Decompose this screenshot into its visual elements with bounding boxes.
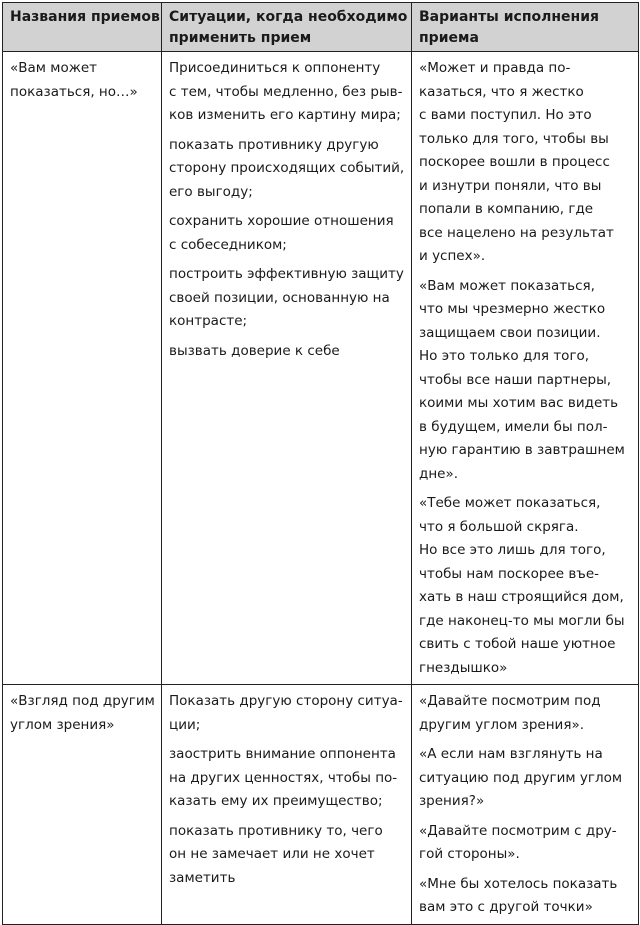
text-line: контрасте; xyxy=(169,313,248,329)
text-line: на других ценностях, чтобы по- xyxy=(169,769,398,786)
text-line: защищаем свои позиции. xyxy=(419,324,601,341)
text-line: Ситуации, когда необходимо xyxy=(169,9,408,25)
text-line: показать противнику другую xyxy=(169,136,379,153)
text-line: ную гарантию в завтрашнем xyxy=(419,442,625,458)
text-line: только для того, чтобы вы xyxy=(419,130,609,147)
text-line: Показать другую сторону ситуа- xyxy=(169,693,403,709)
text-line: показаться, но…» xyxy=(10,83,138,100)
text-line: вызвать доверие к себе xyxy=(169,342,340,359)
text-line: и изнутри поняли, что вы xyxy=(419,177,602,194)
text-line: с собеседником; xyxy=(169,236,287,253)
text-line: углом зрения» xyxy=(10,716,115,733)
text-line: ков изменить его картину мира; xyxy=(169,107,401,123)
situations-cell xyxy=(162,52,412,685)
header-variants xyxy=(412,3,639,52)
header-row xyxy=(3,3,639,52)
text-line: «Вам может показаться, xyxy=(419,277,595,294)
text-line: показать противнику то, чего xyxy=(169,822,383,839)
text-line: заострить внимание оппонента xyxy=(169,746,396,762)
text-line: «Может и правда по- xyxy=(419,60,571,76)
text-line: Присоединиться к оппоненту xyxy=(169,60,381,76)
text-line: гой стороны». xyxy=(419,846,520,862)
text-line: его выгоду; xyxy=(169,183,253,200)
text-line: «Взгляд под другим xyxy=(10,693,155,709)
text-line: «Давайте посмотрим под xyxy=(419,693,601,709)
text-line: своей позиции, основанную на xyxy=(169,289,390,306)
text-line: «Вам может xyxy=(10,60,98,76)
text-line: приема xyxy=(419,30,479,46)
text-line: Варианты исполнения xyxy=(419,9,600,25)
text-line: Но это только для того, xyxy=(419,348,590,364)
text-line: поскорее вошли в процесс xyxy=(419,154,610,170)
header-situations xyxy=(162,3,412,52)
header-technique-names xyxy=(3,3,162,52)
technique-name-cell xyxy=(3,685,162,925)
text-line: хать в наш строящийся дом, xyxy=(419,589,624,605)
text-line: гнездышко» xyxy=(419,659,508,676)
variants-cell xyxy=(412,685,639,925)
text-line: сохранить хорошие отношения xyxy=(169,213,394,229)
techniques-table xyxy=(2,2,639,925)
text-line: применить прием xyxy=(169,30,312,46)
text-line: он не замечает или не хочет xyxy=(169,846,375,862)
text-line: все нацелено на результат xyxy=(419,224,614,241)
text-line: что мы чрезмерно жестко xyxy=(419,301,606,317)
text-line: заметить xyxy=(169,869,236,886)
text-line: Но все это лишь для того, xyxy=(419,542,606,558)
text-line: что я большой скряга. xyxy=(419,518,579,535)
text-line: в будущем, имели бы пол- xyxy=(419,418,608,435)
table-row xyxy=(3,52,639,685)
text-line: вам это с другой точки» xyxy=(419,899,593,915)
text-line: коими мы хотим вас видеть xyxy=(419,395,619,411)
text-line: попали в компанию, где xyxy=(419,201,594,217)
text-line: сторону происходящих событий, xyxy=(169,160,405,176)
text-line: чтобы все наши партнеры, xyxy=(419,371,612,388)
text-line: другим углом зрения». xyxy=(419,716,585,733)
text-line: с вами поступил. Но это xyxy=(419,107,592,123)
text-line: казать ему их преимущество; xyxy=(169,793,383,809)
text-line: «Тебе может показаться, xyxy=(419,495,601,511)
text-line: где наконец-то мы могли бы xyxy=(419,612,625,629)
text-line: дне». xyxy=(419,465,459,482)
text-line: чтобы нам поскорее въе- xyxy=(419,565,600,582)
text-line: ситуацию под другим углом xyxy=(419,769,623,786)
text-line: зрения?» xyxy=(419,793,485,809)
text-line: «А если нам взглянуть на xyxy=(419,746,603,762)
text-line: «Мне бы хотелось показать xyxy=(419,875,618,892)
table-row xyxy=(3,685,639,925)
text-line: «Давайте посмотрим с дру- xyxy=(419,822,617,839)
situations-cell xyxy=(162,685,412,925)
text-line: ции; xyxy=(169,716,201,733)
technique-name-cell xyxy=(3,52,162,685)
text-line: построить эффективную защиту xyxy=(169,266,404,282)
text-line: с тем, чтобы медленно, без рыв- xyxy=(169,83,403,100)
variants-cell xyxy=(412,52,639,685)
text-line: свить с тобой наше уютное xyxy=(419,636,616,652)
text-line: Названия приемов xyxy=(10,9,160,25)
text-line: и успех». xyxy=(419,248,486,264)
text-line: казаться, что я жестко xyxy=(419,83,584,100)
